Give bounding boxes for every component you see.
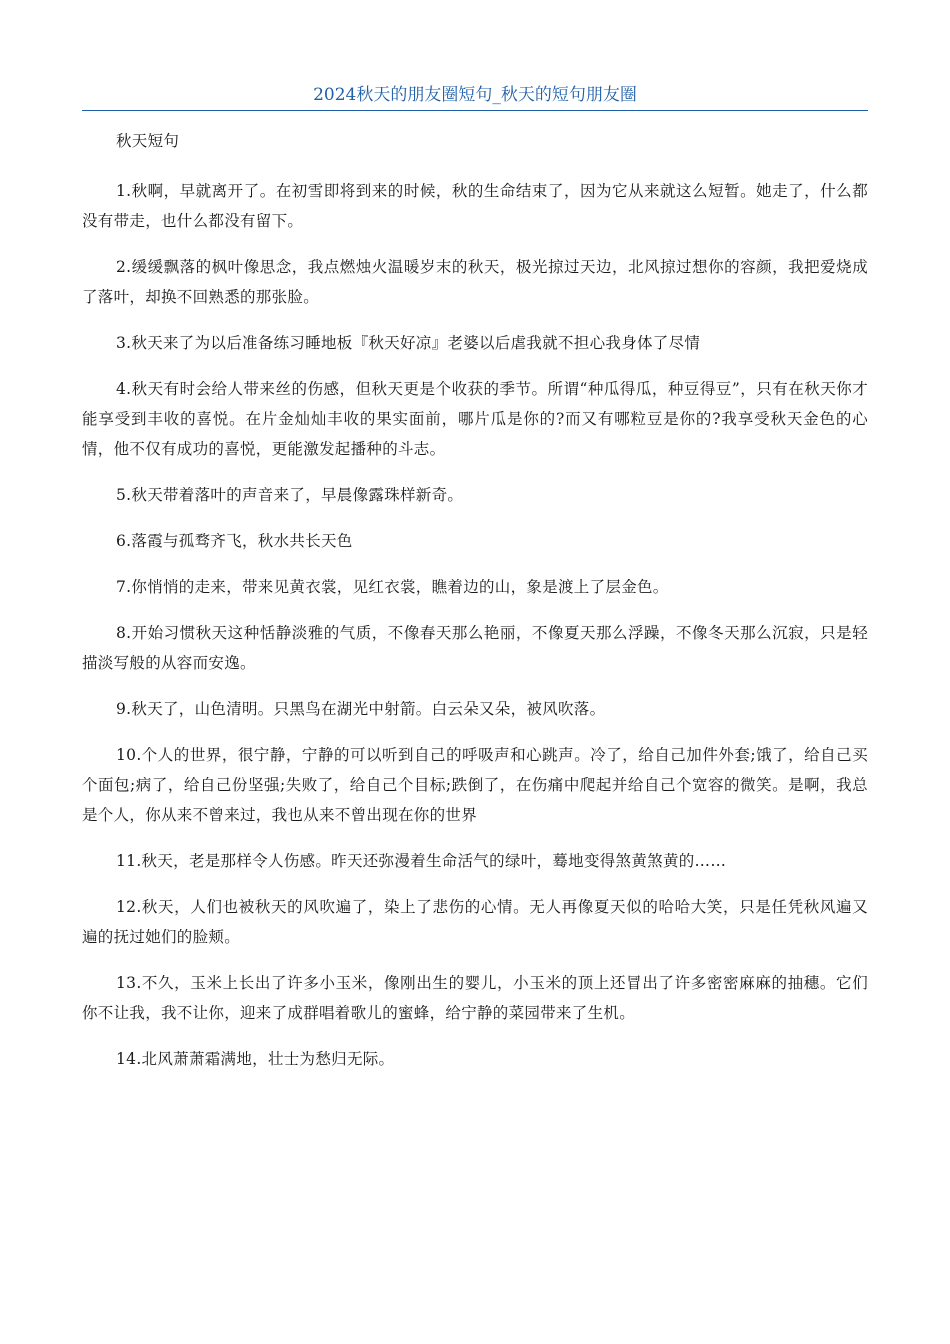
paragraph-11: 11.秋天，老是那样令人伤感。昨天还弥漫着生命活气的绿叶，蓦地变得煞黄煞黄的……	[116, 852, 727, 870]
document-body	[82, 126, 868, 1090]
page-title: 2024秋天的朋友圈短句_秋天的短句朋友圈	[313, 85, 637, 105]
paragraph-2: 2.缓缓飘落的枫叶像思念，我点燃烛火温暖岁末的秋天，极光掠过天边，北风掠过想你的容颜，我把爱烧成了落叶，却换不回熟悉的那张脸。	[82, 258, 868, 306]
paragraph-12: 12.秋天，人们也被秋天的风吹遍了，染上了悲伤的心情。无人再像夏天似的哈哈大笑，只是任凭秋风遍又遍的抚过她们的脸颊。	[82, 898, 868, 946]
paragraph-8: 8.开始习惯秋天这种恬静淡雅的气质，不像春天那么艳丽，不像夏天那么浮躁，不像冬天那么沉寂，只是轻描淡写般的从容而安逸。	[82, 624, 868, 672]
paragraph-7: 7.你悄悄的走来，带来见黄衣裳，见红衣裳，瞧着边的山，象是渡上了层金色。	[116, 578, 669, 596]
paragraph-1: 1.秋啊，早就离开了。在初雪即将到来的时候，秋的生命结束了，因为它从来就这么短暂。她走了，什么都没有带走，也什么都没有留下。	[82, 182, 868, 230]
page-header	[82, 82, 868, 111]
paragraph-4: 4.秋天有时会给人带来丝的伤感，但秋天更是个收获的季节。所谓“种瓜得瓜，种豆得豆”，只有在秋天你才能享受到丰收的喜悦。在片金灿灿丰收的果实面前，哪片瓜是你的?而又有哪粒豆是你的?我享受秋天金色的心情，他不仅有成功的喜悦，更能激发起播种的斗志。	[82, 380, 868, 458]
paragraph-14: 14.北风萧萧霜满地，壮士为愁归无际。	[116, 1050, 395, 1068]
paragraph-13: 13.不久，玉米上长出了许多小玉米，像刚出生的婴儿，小玉米的顶上还冒出了许多密密麻麻的抽穗。它们你不让我，我不让你，迎来了成群唱着歌儿的蜜蜂，给宁静的菜园带来了生机。	[82, 974, 868, 1022]
paragraph-3: 3.秋天来了为以后准备练习睡地板『秋天好凉』老婆以后虐我就不担心我身体了尽情	[116, 334, 701, 352]
paragraph-6: 6.落霞与孤骛齐飞，秋水共长天色	[116, 532, 353, 550]
paragraph-9: 9.秋天了，山色清明。只黑鸟在湖光中射箭。白云朵又朵，被风吹落。	[116, 700, 606, 718]
paragraph-10: 10.个人的世界，很宁静，宁静的可以听到自己的呼吸声和心跳声。冷了，给自己加件外套;饿了，给自己买个面包;病了，给自己份坚强;失败了，给自己个目标;跌倒了，在伤痛中爬起并给自己个宽容的微笑。是啊，我总是个人，你从来不曾来过，我也从来不曾出现在你的世界	[82, 746, 868, 824]
paragraph-5: 5.秋天带着落叶的声音来了，早晨像露珠样新奇。	[116, 486, 464, 504]
section-heading: 秋天短句	[116, 132, 180, 150]
